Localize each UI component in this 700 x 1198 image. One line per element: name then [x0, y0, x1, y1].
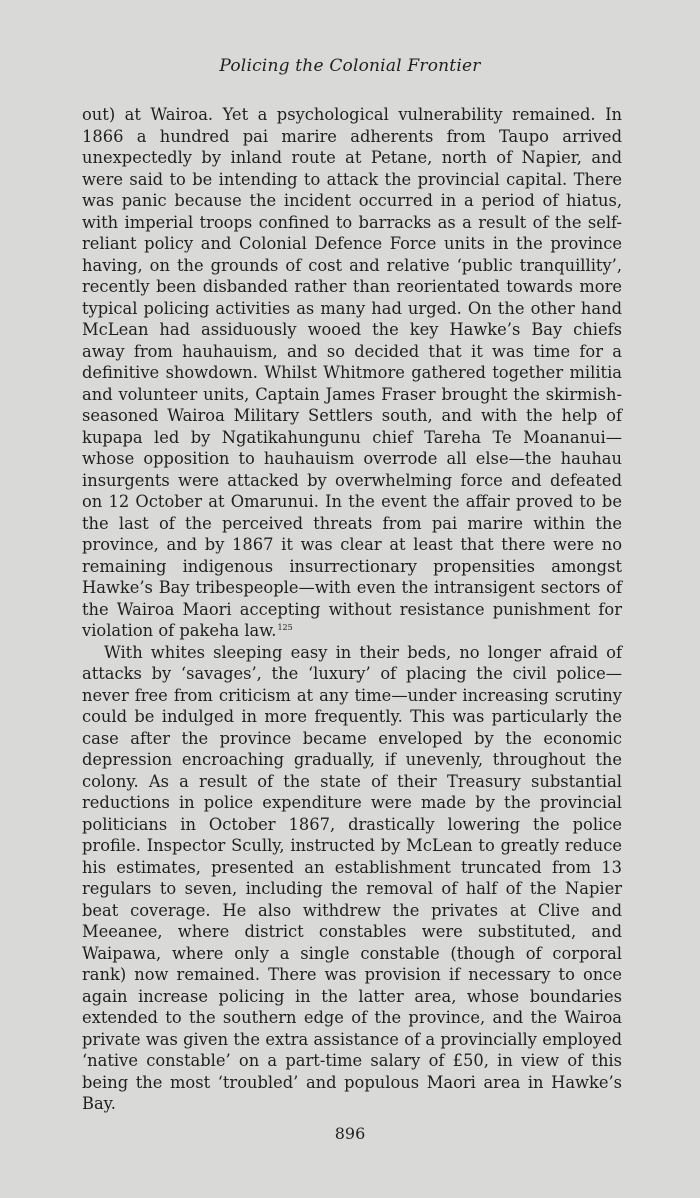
body-text: [82, 104, 622, 1115]
footnote-reference: 125: [277, 622, 293, 632]
paragraph: [82, 104, 622, 642]
running-head: Policing the Colonial Frontier: [219, 56, 481, 76]
page-number: 896: [334, 1124, 366, 1143]
paragraph: With whites sleeping easy in their beds, no longer afraid of attacks by ‘savages’, the ‘luxury’ of placing the civil police—never free from criticism at any time—under increasing scrutiny could be indulged in more frequently. This was particularly the case after the province became enveloped by the economic depression encroaching gradually, if unevenly, throughout the colony. As a result of the state of their Treasury substantial reductions in police expenditure were made by the provincial politicians in October 1867, drastically lowering the police profile. Inspector Scully, instructed by McLean to greatly reduce his estimates, presented an establishment truncated from 13 regulars to seven, including the removal of half of the Napier beat coverage. He also withdrew the privates at Clive and Meeanee, where district constables were substituted, and Waipawa, where only a single constable (though of corporal rank) now remained. There was provision if necessary to once again increase policing in the latter area, whose boundaries extended to the southern edge of the province, and the Wairoa private was given the extra assistance of a provincially employed ‘native constable’ on a part-time salary of £50, in view of this being the most ‘troubled’ and populous Maori area in Hawke’s Bay.: [82, 642, 622, 1113]
paragraph-text: out) at Wairoa. Yet a psychological vulnerability remained. In 1866 a hundred pai marire adherents from Taupo arrived unexpectedly by inland route at Petane, north of Napier, and were said to be intending to attack the provincial capital. There was panic because the incident occurred in a period of hiatus, with imperial troops confined to barracks as a result of the self-reliant policy and Colonial Defence Force units in the province having, on the grounds of cost and relative ‘public tranquillity’, recently been disbanded rather than reorientated towards more typical policing activities as many had urged. On the other hand McLean had assiduously wooed the key Hawke’s Bay chiefs away from hauhauism, and so decided that it was time for a definitive showdown. Whilst Whitmore gathered together militia and volunteer units, Captain James Fraser brought the skirmish-seasoned Wairoa Military Settlers south, and with the help of kupapa led by Ngatikahungunu chief Tareha Te Moananui—whose opposition to hauhauism overrode all else—the hauhau insurgents were attacked by overwhelming force and defeated on 12 October at Omarunui. In the event the affair proved to be the last of the perceived threats from pai marire within the province, and by 1867 it was clear at least that there were no remaining indigenous insurrectionary propensities amongst Hawke’s Bay tribespeople—with even the intransigent sectors of the Wairoa Maori accepting without resistance punishment for violation of pakeha law.: [82, 105, 622, 640]
